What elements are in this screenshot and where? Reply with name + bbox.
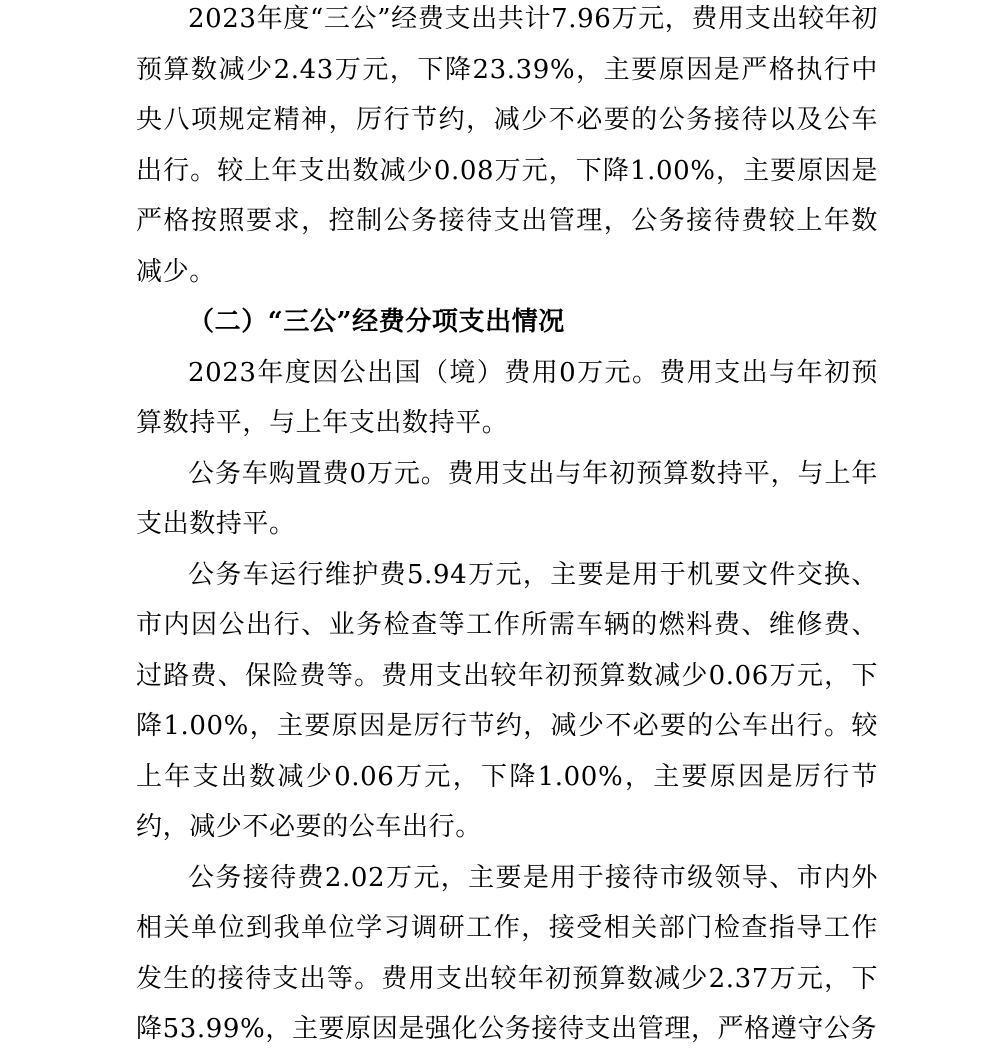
paragraph-official-reception: 公务接待费2.02万元，主要是用于接待市级领导、市内外相关单位到我单位学习调研工作，接受相关部门检查指导工作发生的接待支出等。费用支出较年初预算数减少2.37万元，下降53.99%，主要原因是强化公务接待支出管理，严格遵守公务 [136,862,878,1044]
paragraph-vehicle-maintenance: 公务车运行维护费5.94万元，主要是用于机要文件交换、市内因公出行、业务检查等工作所需车辆的燃料费、维修费、过路费、保险费等。费用支出较年初预算数减少0.06万元，下降1.00%，主要原因是厉行节约，减少不必要的公车出行。较上年支出数减少0.06万元，下降1.00%，主要原因是厉行节约，减少不必要的公车出行。 [136,559,878,842]
document-body [136,0,878,1055]
paragraph-overseas-travel: 2023年度因公出国（境）费用0万元。费用支出与年初预算数持平，与上年支出数持平。 [136,357,878,438]
paragraph-three-public-total: 2023年度“三公”经费支出共计7.96万元，费用支出较年初预算数减少2.43万元，下降23.39%，主要原因是严格执行中央八项规定精神，厉行节约，减少不必要的公务接待以及公车出行。较上年支出数减少0.08万元，下降1.00%，主要原因是严格按照要求，控制公务接待支出管理，公务接待费较上年数减少。 [136,4,878,287]
paragraph-vehicle-purchase: 公务车购置费0万元。费用支出与年初预算数持平，与上年支出数持平。 [136,458,878,539]
section-heading-itemized-expenses: （二）“三公”经费分项支出情况 [188,307,565,337]
